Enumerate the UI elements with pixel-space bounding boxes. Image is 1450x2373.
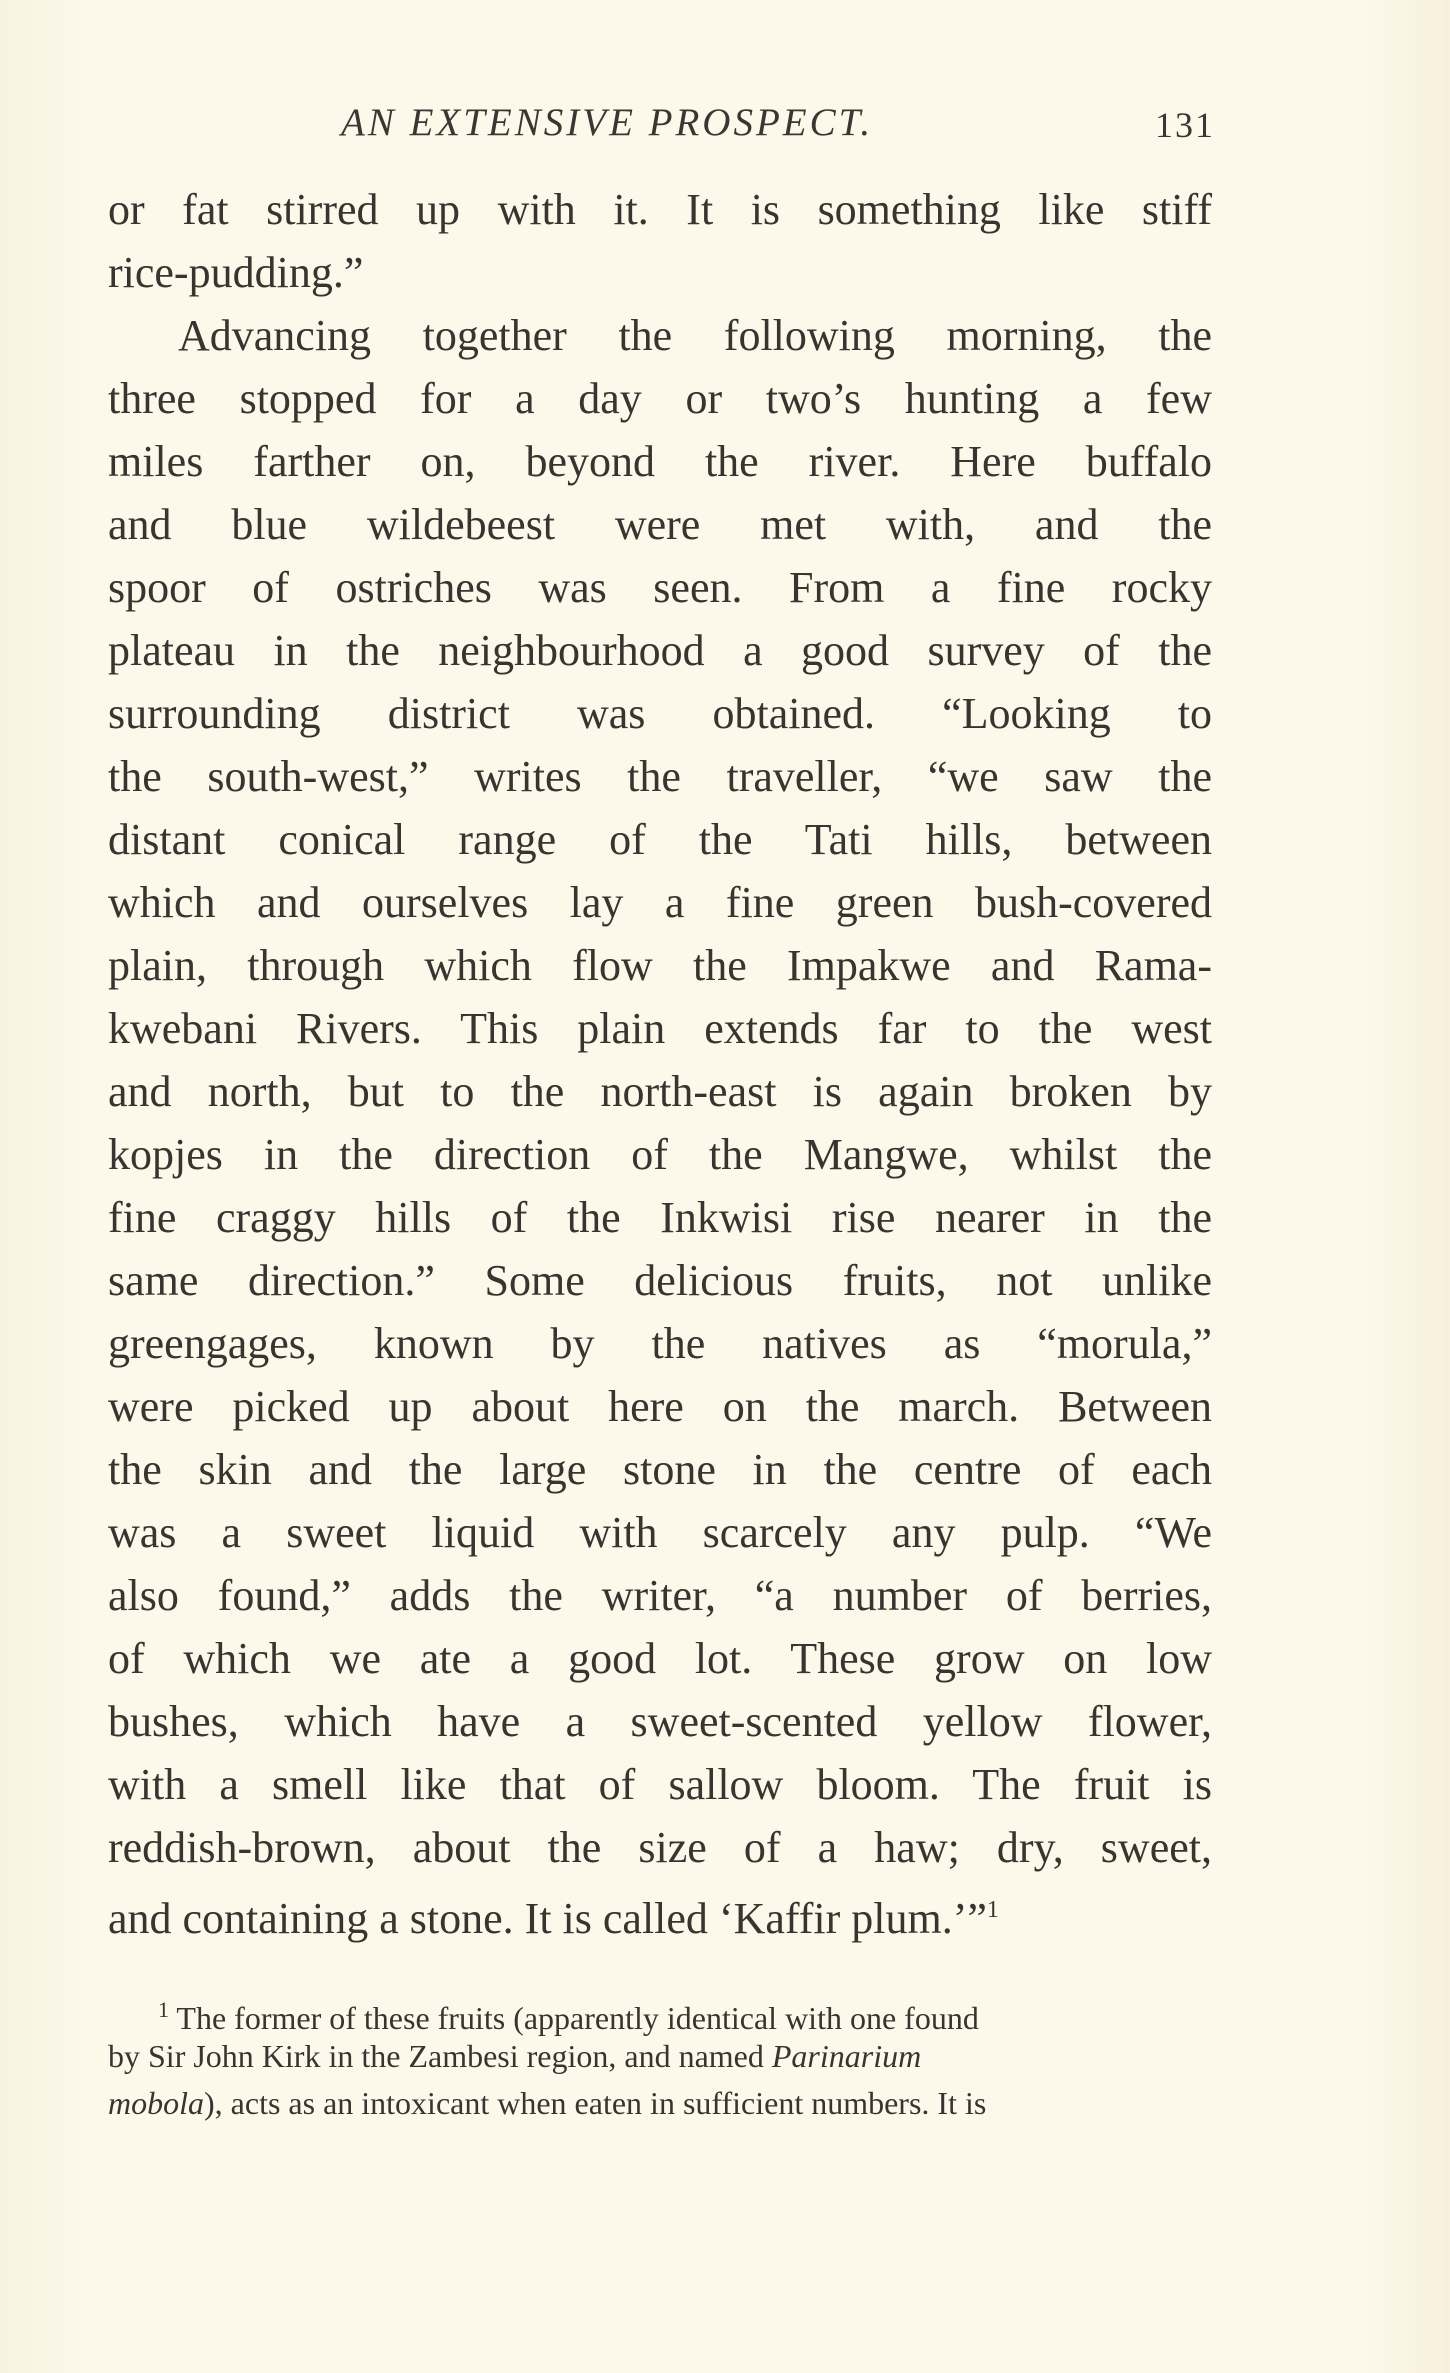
text-line: distant conical range of the Tati hills, between xyxy=(108,815,1212,864)
text-line: kwebani Rivers. This plain extends far to the west xyxy=(108,1004,1212,1053)
running-head xyxy=(105,100,1215,160)
footnote-species-name: Parinarium xyxy=(771,2038,922,2074)
body-text xyxy=(108,178,1212,1942)
paragraph-first-line: Advancing together the following morning, the xyxy=(178,311,1212,360)
text-line: surrounding district was obtained. “Looking to xyxy=(108,689,1212,738)
text-line: plateau in the neighbourhood a good survey of the xyxy=(108,626,1212,675)
footnote-species-name: mobola xyxy=(108,2085,204,2121)
footnote-line xyxy=(108,2033,1204,2080)
text-line: reddish-brown, about the size of a haw; dry, sweet, xyxy=(108,1823,1212,1872)
text-line: miles farther on, beyond the river. Here buffalo xyxy=(108,437,1212,486)
text-line: was a sweet liquid with scarcely any pulp. “We xyxy=(108,1508,1212,1557)
text-line: rice-pudding.” xyxy=(108,248,364,297)
text-line: bushes, which have a sweet-scented yellow flower, xyxy=(108,1697,1212,1746)
footnote-text: The former of these fruits (apparently identical with one found xyxy=(176,2000,979,2036)
text-line: were picked up about here on the march. Between xyxy=(108,1382,1212,1431)
text-line: and north, but to the north-east is again broken by xyxy=(108,1067,1212,1116)
footnote-reference: 1 xyxy=(986,1897,999,1923)
footnote-marker: 1 xyxy=(158,1997,169,2022)
text-line-last xyxy=(108,1879,1212,1942)
text-line: kopjes in the direction of the Mangwe, whilst the xyxy=(108,1130,1212,1179)
footnotes xyxy=(108,1986,1204,2127)
running-title: AN EXTENSIVE PROSPECT. xyxy=(341,101,874,144)
text-line: or fat stirred up with it. It is something like stiff xyxy=(108,185,1212,234)
footnote-text: ), acts as an intoxicant when eaten in sufficient numbers. It is xyxy=(204,2085,987,2121)
text-line: same direction.” Some delicious fruits, not unlike xyxy=(108,1256,1212,1305)
text-line: spoor of ostriches was seen. From a fine rocky xyxy=(108,563,1212,612)
text-line: and blue wildebeest were met with, and the xyxy=(108,500,1212,549)
footnote-line xyxy=(108,1986,1204,2036)
text-line: the south-west,” writes the traveller, “we saw the xyxy=(108,752,1212,801)
text-line: greengages, known by the natives as “morula,” xyxy=(108,1319,1212,1368)
text-line: also found,” adds the writer, “a number of berries, xyxy=(108,1571,1212,1620)
text-line: of which we ate a good lot. These grow on low xyxy=(108,1634,1212,1683)
footnote-line xyxy=(108,2080,1204,2127)
page-number: 131 xyxy=(1155,105,1215,145)
text-line: fine craggy hills of the Inkwisi rise nearer in the xyxy=(108,1193,1212,1242)
text-line: the skin and the large stone in the centre of each xyxy=(108,1445,1212,1494)
text-line: three stopped for a day or two’s hunting a few xyxy=(108,374,1212,423)
text-line: with a smell like that of sallow bloom. The fruit is xyxy=(108,1760,1212,1809)
text-line-content: and containing a stone. It is called ‘Kaffir plum.’” xyxy=(108,1894,987,1943)
text-line: plain, through which flow the Impakwe and Rama- xyxy=(108,941,1212,990)
footnote-text: by Sir John Kirk in the Zambesi region, and named xyxy=(108,2038,772,2074)
text-line: which and ourselves lay a fine green bush-covered xyxy=(108,878,1212,927)
